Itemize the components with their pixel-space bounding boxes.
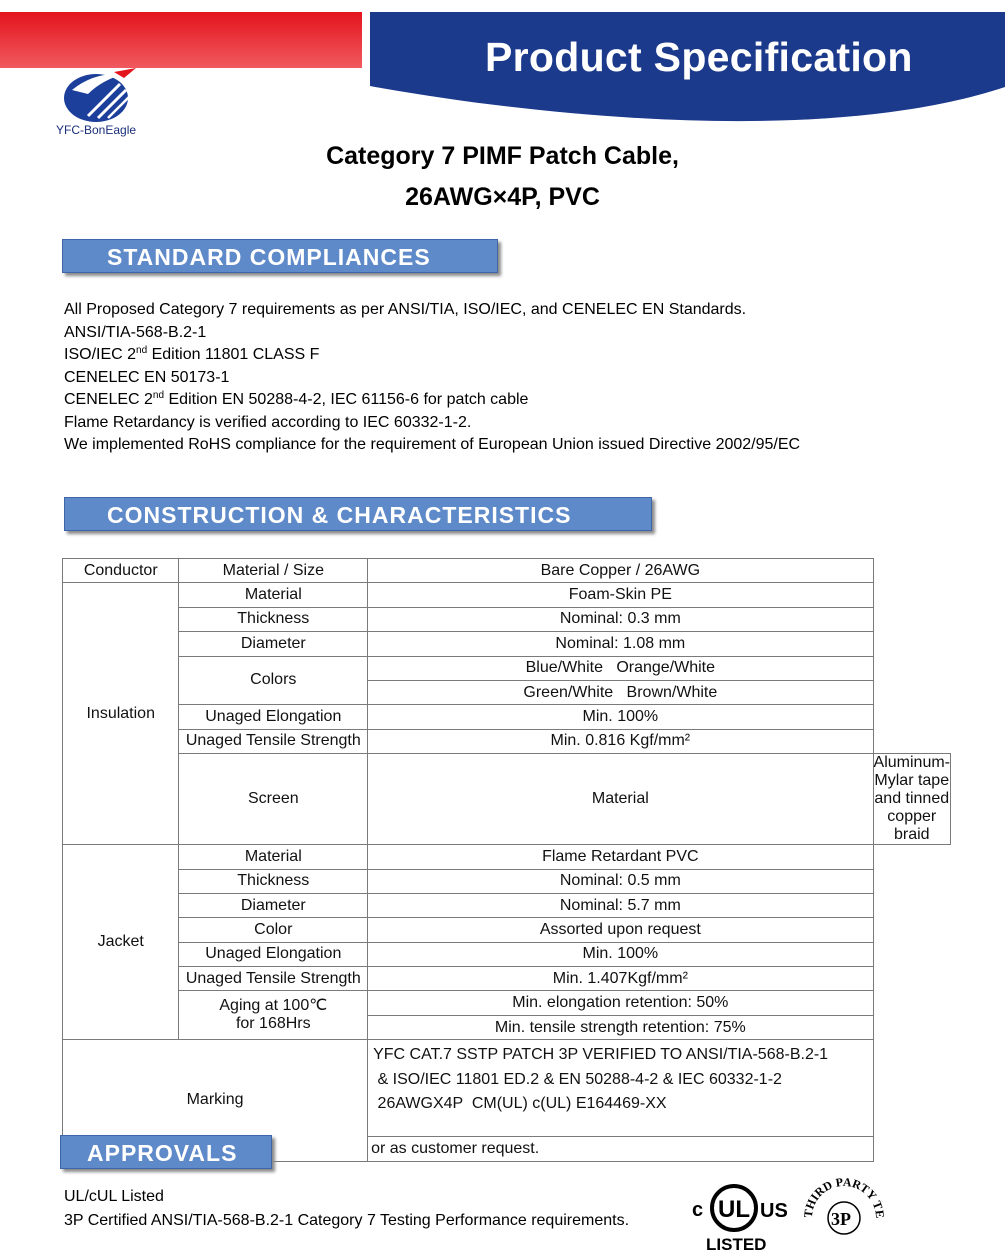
spec-property: Diameter	[179, 893, 368, 917]
marking-label: Marking	[63, 1040, 368, 1161]
table-row	[63, 754, 951, 845]
svg-text:3P: 3P	[831, 1209, 851, 1229]
table-row	[63, 607, 951, 631]
marking-line: YFC CAT.7 SSTP PATCH 3P VERIFIED TO ANSI/TIA-568-B.2-1	[373, 1046, 829, 1064]
spec-value: Aluminum-Mylar tape and tinned copper braid	[873, 754, 950, 844]
spec-property: Thickness	[179, 869, 368, 893]
table-row	[63, 845, 951, 869]
spec-property: Material	[368, 754, 873, 845]
approval-line: 3P Certified ANSI/TIA-568-B.2-1 Category 7 Testing Performance requirements.	[64, 1212, 630, 1229]
standards-list	[64, 299, 800, 457]
approvals-text	[64, 1185, 629, 1233]
table-row	[63, 632, 951, 656]
page-title: Product Specification	[485, 34, 913, 80]
spec-property: Unaged Elongation	[179, 942, 368, 966]
spec-property: Unaged Tensile Strength	[179, 967, 368, 991]
table-row	[63, 967, 951, 991]
spec-value: Nominal: 0.5 mm	[368, 869, 873, 893]
aging-line: for 168Hrs	[235, 1015, 311, 1033]
table-row	[63, 705, 951, 729]
jacket-label: Jacket	[63, 845, 179, 1040]
marking-value	[368, 1040, 873, 1137]
spec-property: Thickness	[179, 607, 368, 631]
spec-property: Color	[179, 918, 368, 942]
marking-line: & ISO/IEC 11801 ED.2 & EN 50288-4-2 & IEC 60332-1-2	[373, 1070, 782, 1088]
spec-value: Min. 1.407Kgf/mm²	[368, 967, 873, 991]
logo-caption: YFC-BonEagle	[56, 123, 137, 137]
table-row	[63, 559, 951, 583]
approval-line: UL/cUL Listed	[64, 1188, 164, 1205]
screen-label: Screen	[179, 754, 368, 845]
specification-table	[62, 558, 951, 1162]
standard-line: ISO/IEC 2nd Edition 11801 CLASS F	[64, 345, 320, 363]
svg-text:US: US	[760, 1200, 788, 1222]
table-row	[63, 942, 951, 966]
spec-value: Nominal: 1.08 mm	[368, 632, 873, 656]
section-standard-compliances: STANDARD COMPLIANCES	[62, 239, 498, 273]
document-title-line-1: Category 7 PIMF Patch Cable,	[326, 142, 679, 170]
spec-value: Nominal: 0.3 mm	[368, 607, 873, 631]
marking-line: 26AWGX4P CM(UL) c(UL) E164469-XX	[373, 1095, 667, 1113]
section-construction-characteristics: CONSTRUCTION & CHARACTERISTICS	[64, 497, 652, 531]
table-row	[63, 1040, 951, 1137]
table-row	[63, 656, 951, 680]
marking-alternative: or as customer request.	[368, 1137, 873, 1161]
spec-value: Blue/White Orange/White	[368, 656, 873, 680]
spec-property: Material	[179, 583, 368, 607]
document-title-line-2: 26AWG×4P, PVC	[405, 183, 600, 211]
company-logo	[58, 66, 142, 126]
table-row	[63, 893, 951, 917]
standard-line: ANSI/TIA-568-B.2-1	[64, 323, 207, 341]
spec-value: Min. 0.816 Kgf/mm²	[368, 729, 873, 753]
spec-value: Min. 100%	[368, 705, 873, 729]
spec-property	[179, 991, 368, 1040]
table-row	[63, 583, 951, 607]
standard-line: We implemented RoHS compliance for the requirement of European Union issued Directive 2002/95/EC	[64, 436, 801, 453]
section-approvals: APPROVALS	[60, 1135, 272, 1169]
standard-line: Flame Retardancy is verified according to IEC 60332-1-2.	[64, 413, 472, 431]
third-party-testing-icon	[804, 1178, 884, 1248]
conductor-label: Conductor	[63, 559, 179, 583]
table-row	[63, 991, 951, 1015]
insulation-label: Insulation	[63, 583, 179, 845]
spec-value: Min. 100%	[368, 942, 873, 966]
table-row	[63, 918, 951, 942]
table-row	[63, 729, 951, 753]
spec-value: Foam-Skin PE	[368, 583, 873, 607]
spec-value: Green/White Brown/White	[368, 680, 873, 704]
standard-line: All Proposed Category 7 requirements as per ANSI/TIA, ISO/IEC, and CENELEC EN Standards.	[64, 301, 747, 318]
spec-property: Material	[179, 845, 368, 869]
spec-value: Min. tensile strength retention: 75%	[368, 1015, 873, 1039]
standard-line: CENELEC EN 50173-1	[64, 368, 230, 386]
ul-listed-icon	[686, 1178, 790, 1254]
spec-property: Diameter	[179, 632, 368, 656]
spec-value: Min. elongation retention: 50%	[368, 991, 873, 1015]
header-red-band	[0, 12, 362, 68]
svg-text:c: c	[692, 1199, 704, 1221]
standard-line: CENELEC 2nd Edition EN 50288-4-2, IEC 61156-6 for patch cable	[64, 390, 529, 408]
svg-text:LISTED: LISTED	[706, 1235, 767, 1254]
spec-value: Nominal: 5.7 mm	[368, 893, 873, 917]
spec-value: Bare Copper / 26AWG	[368, 559, 873, 583]
spec-value: Assorted upon request	[368, 918, 873, 942]
spec-property: Material / Size	[179, 559, 368, 583]
spec-property: Colors	[179, 656, 368, 705]
spec-value: Flame Retardant PVC	[368, 845, 873, 869]
svg-text:UL: UL	[718, 1196, 750, 1223]
table-row	[63, 869, 951, 893]
svg-text:THIRD PARTY TESTING: HIRD PARTY	[804, 1178, 880, 1212]
spec-property: Unaged Elongation	[179, 705, 368, 729]
spec-property: Unaged Tensile Strength	[179, 729, 368, 753]
aging-line: Aging at 100℃	[219, 997, 328, 1015]
